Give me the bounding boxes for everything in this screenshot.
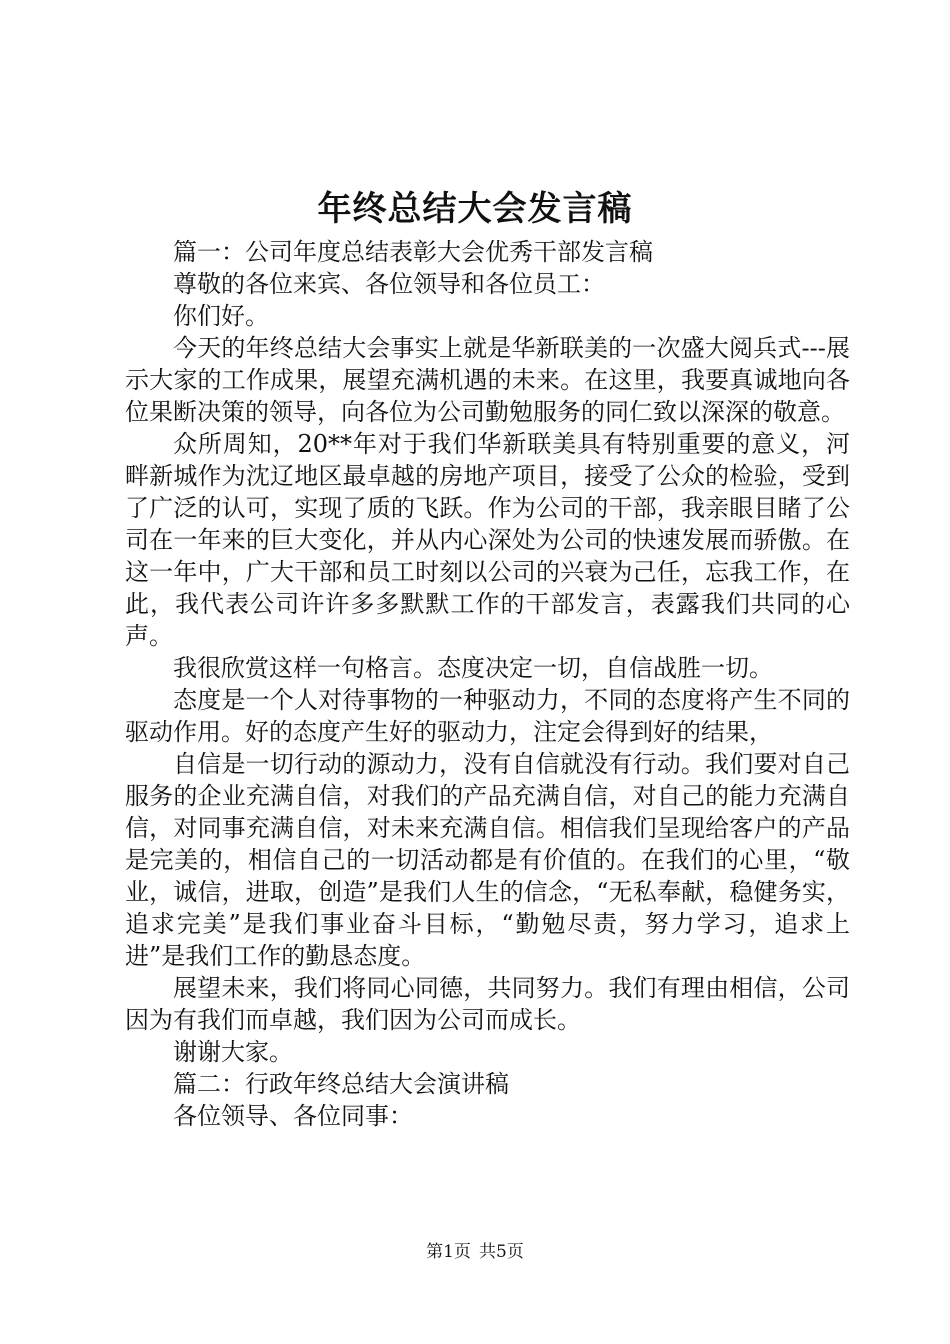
paragraph-section-heading-1: 篇一：公司年度总结表彰大会优秀干部发言稿: [173, 238, 653, 266]
paragraph-thanks: 谢谢大家。: [173, 1038, 293, 1066]
paragraph-salutation-2: 各位领导、各位同事：: [173, 1102, 413, 1130]
paragraph: 今天的年终总结大会事实上就是华新联美的一次盛大阅兵式---展示大家的工作成果，展望充满机遇的未来。在这里，我要真诚地向各位果断决策的领导，向各位为公司勤勉服务的同仁致以深深的敬意。: [125, 334, 850, 426]
page-footer: [0, 1240, 950, 1264]
paragraph: 展望未来，我们将同心同德，共同努力。我们有理由相信，公司因为有我们而卓越，我们因为公司而成长。: [125, 974, 850, 1034]
page-total: 共5页: [479, 1242, 524, 1262]
paragraph-greeting: 你们好。: [173, 302, 269, 330]
paragraph: 众所周知，20**年对于我们华新联美具有特别重要的意义，河畔新城作为沈辽地区最卓越的房地产项目，接受了公众的检验，受到了广泛的认可，实现了质的飞跃。作为公司的干部，我亲眼目睹了公司在一年来的巨大变化，并从内心深处为公司的快速发展而骄傲。在这一年中，广大干部和员工时刻以公司的兴衰为己任，忘我工作，在此，我代表公司许许多多默默工作的干部发言，表露我们共同的心声。: [125, 430, 850, 650]
page-number: 第1页: [426, 1242, 471, 1262]
document-title: 年终总结大会发言稿: [317, 189, 633, 229]
paragraph: 态度是一个人对待事物的一种驱动力，不同的态度将产生不同的驱动作用。好的态度产生好的驱动力，注定会得到好的结果，: [125, 686, 850, 746]
paragraph: 自信是一切行动的源动力，没有自信就没有行动。我们要对自己服务的企业充满自信，对我们的产品充满自信，对自己的能力充满自信，对同事充满自信，对未来充满自信。相信我们呈现给客户的产品是完美的，相信自己的一切活动都是有价值的。在我们的心里，“敬业，诚信，进取，创造”是我们人生的信念，“无私奉献，稳健务实，追求完美”是我们事业奋斗目标，“勤勉尽责，努力学习，追求上进”是我们工作的勤恳态度。: [125, 750, 850, 970]
paragraph: 我很欣赏这样一句格言。态度决定一切，自信战胜一切。: [173, 654, 773, 682]
document-body: [125, 236, 850, 1132]
paragraph-salutation: 尊敬的各位来宾、各位领导和各位员工：: [173, 270, 605, 298]
paragraph-section-heading-2: 篇二：行政年终总结大会演讲稿: [173, 1070, 509, 1098]
